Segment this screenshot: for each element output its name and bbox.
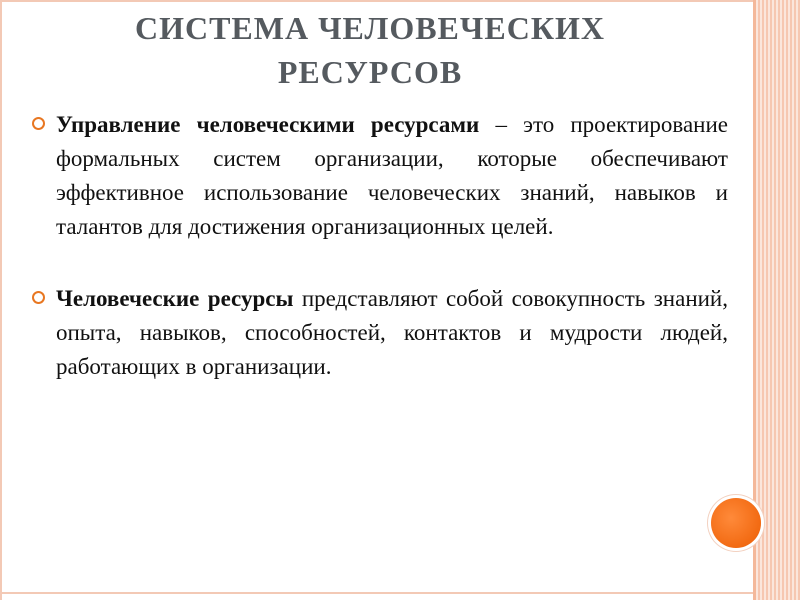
slide-title — [60, 6, 680, 94]
frame-top-line — [0, 0, 756, 2]
bullet-term: Человеческие ресурсы — [56, 286, 294, 311]
bullet-item — [32, 282, 728, 384]
title-line-1: СИСТЕМА ЧЕЛОВЕЧЕСКИХ — [134, 10, 606, 46]
bullet-item — [32, 108, 728, 244]
bullet-circle-icon — [32, 291, 45, 304]
decorative-stripe-band — [756, 0, 800, 600]
bullet-text: представляют собой совокупность знаний, опыта, навыков, способностей, контактов и мудрости людей, работающих в организации. — [56, 286, 728, 379]
bullet-term: Управление человеческими ресурсами — [56, 112, 480, 137]
bullet-text: – это проектирование формальных систем организации, которые обеспечивают эффективное использование человеческих знаний, навыков и талантов для достижения организационных целей. — [56, 112, 728, 239]
decorative-orange-circle — [711, 498, 761, 548]
frame-left-line — [0, 0, 2, 600]
bullet-circle-icon — [32, 117, 45, 130]
frame-bottom-line — [0, 592, 756, 594]
title-line-2: РЕСУРСОВ — [277, 54, 463, 90]
bullet-list — [32, 108, 728, 422]
